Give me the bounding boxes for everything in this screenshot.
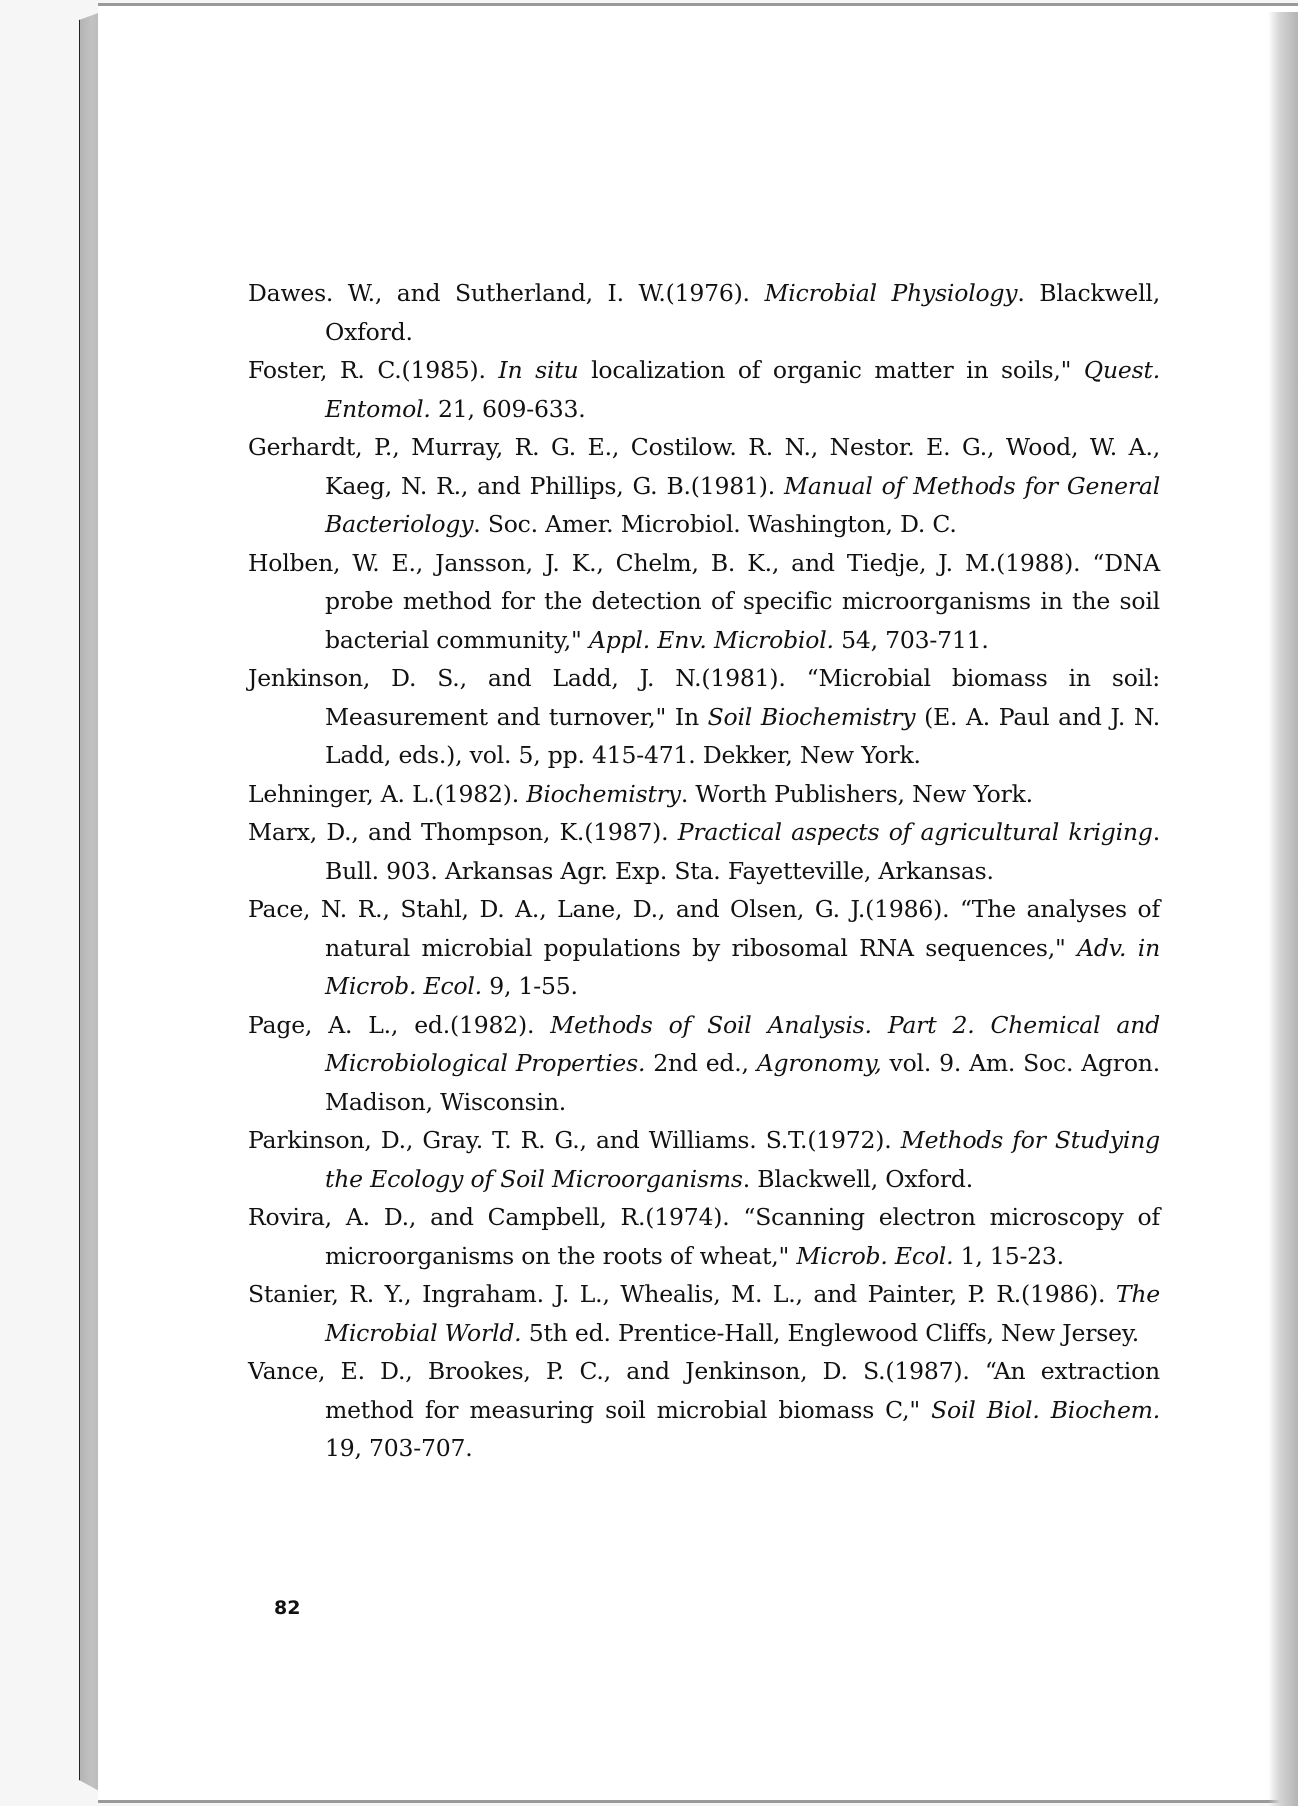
reference-text: Marx, D., and Thompson, K.(1987). — [248, 818, 678, 846]
reference-text: 9, 1-55. — [481, 972, 578, 1000]
reference-title-italic: Methods of Soil Analysis. Part 2. Chemical and Microbiological Properties. — [325, 1010, 1161, 1077]
reference-entry — [248, 1352, 1160, 1468]
reference-entry — [248, 1198, 1160, 1275]
reference-entry — [248, 659, 1160, 775]
reference-text: 2nd ed., — [645, 1049, 757, 1077]
reference-text: Page, A. L., ed.(1982). — [248, 1010, 551, 1039]
reference-title-italic: Manual of Methods for General Bacteriology — [325, 471, 1161, 538]
reference-entry — [248, 544, 1160, 660]
reference-text: 5th ed. Prentice-Hall, Englewood Cliffs, New Jersey. — [521, 1318, 1140, 1347]
reference-text: . Soc. Amer. Microbiol. Washington, D. C. — [473, 510, 957, 538]
reference-title-italic: Appl. Env. Microbiol. — [588, 625, 834, 654]
reference-title-italic: Soil Biol. Biochem. — [931, 1395, 1161, 1424]
reference-text: Lehninger, A. L.(1982). — [248, 779, 527, 808]
reference-text: Parkinson, D., Gray. T. R. G., and Williams. S.T.(1972). — [248, 1126, 901, 1154]
reference-text: 19, 703-707. — [325, 1434, 473, 1462]
reference-text: . Blackwell, Oxford. — [742, 1164, 973, 1193]
reference-title-italic: Soil Biochemistry — [707, 702, 916, 731]
reference-text: Jenkinson, D. S., and Ladd, J. N.(1981). “Microbial biomass in soil: Measurement and turnover," In — [248, 664, 1160, 731]
reference-text: Stanier, R. Y., Ingraham. J. L., Whealis, M. L., and Painter, P. R.(1986). — [248, 1280, 1116, 1308]
reference-entry — [248, 890, 1160, 1006]
reference-entry — [248, 1275, 1160, 1352]
reference-text: Foster, R. C.(1985). — [248, 356, 499, 384]
reference-title-italic: Methods for Studying the Ecology of Soil Microorganisms — [325, 1126, 1160, 1193]
reference-title-italic: Quest. Entomol. — [325, 356, 1160, 423]
reference-text: Pace, N. R., Stahl, D. A., Lane, D., and Olsen, G. J.(1986). “The analyses of natural microbial populations by ribosomal RNA sequences," — [248, 895, 1160, 962]
page-edge-shadow — [1268, 12, 1298, 1806]
reference-title-italic: Agronomy, — [756, 1049, 882, 1077]
reference-title-italic: In situ — [498, 356, 579, 384]
reference-title-italic: Adv. in Microb. Ecol. — [325, 933, 1161, 1000]
reference-text: . Bull. 903. Arkansas Agr. Exp. Sta. Fayetteville, Arkansas. — [325, 818, 1160, 885]
reference-text: 54, 703-711. — [833, 625, 989, 654]
reference-text: . Worth Publishers, New York. — [680, 779, 1033, 808]
reference-text: (E. A. Paul and J. N. Ladd, eds.), vol. 5, pp. 415-471. Dekker, New York. — [325, 702, 1160, 769]
reference-title-italic: Microb. Ecol. — [796, 1241, 954, 1270]
reference-entry — [248, 274, 1160, 351]
reference-title-italic: Biochemistry — [526, 779, 681, 808]
page-number: 82 — [274, 1597, 301, 1619]
reference-text: Holben, W. E., Jansson, J. K., Chelm, B. K., and Tiedje, J. M.(1988). “DNA probe method for the detection of specific microorganisms in the soil bacterial community," — [248, 548, 1160, 654]
reference-entry — [248, 1121, 1160, 1198]
reference-text: vol. 9. Am. Soc. Agron. Madison, Wisconsin. — [325, 1049, 1160, 1116]
reference-text: Vance, E. D., Brookes, P. C., and Jenkinson, D. S.(1987). “An extraction method for measuring soil microbial biomass C," — [248, 1357, 1160, 1424]
reference-entry — [248, 775, 1160, 814]
reference-text: Rovira, A. D., and Campbell, R.(1974). “Scanning electron microscopy of microorganisms on the roots of wheat," — [248, 1203, 1160, 1270]
reference-entry — [248, 813, 1160, 890]
reference-text: localization of organic matter in soils," — [578, 356, 1084, 384]
reference-list — [248, 274, 1160, 1468]
reference-text: . Blackwell, Oxford. — [325, 279, 1160, 346]
reference-entry — [248, 1006, 1160, 1122]
reference-text: Gerhardt, P., Murray, R. G. E., Costilow. R. N., Nestor. E. G., Wood, W. A., Kaeg, N. R., and Phillips, G. B.(1981). — [248, 433, 1160, 500]
reference-entry — [248, 351, 1160, 428]
reference-entry — [248, 428, 1160, 544]
reference-title-italic: Practical aspects of agricultural kriging — [677, 818, 1153, 846]
reference-title-italic: The Microbial World. — [325, 1280, 1160, 1347]
reference-title-italic: Microbial Physiology — [764, 279, 1018, 307]
reference-text: 21, 609-633. — [430, 394, 586, 423]
reference-text: 1, 15-23. — [953, 1241, 1064, 1270]
reference-text: Dawes. W., and Sutherland, I. W.(1976). — [248, 279, 765, 307]
